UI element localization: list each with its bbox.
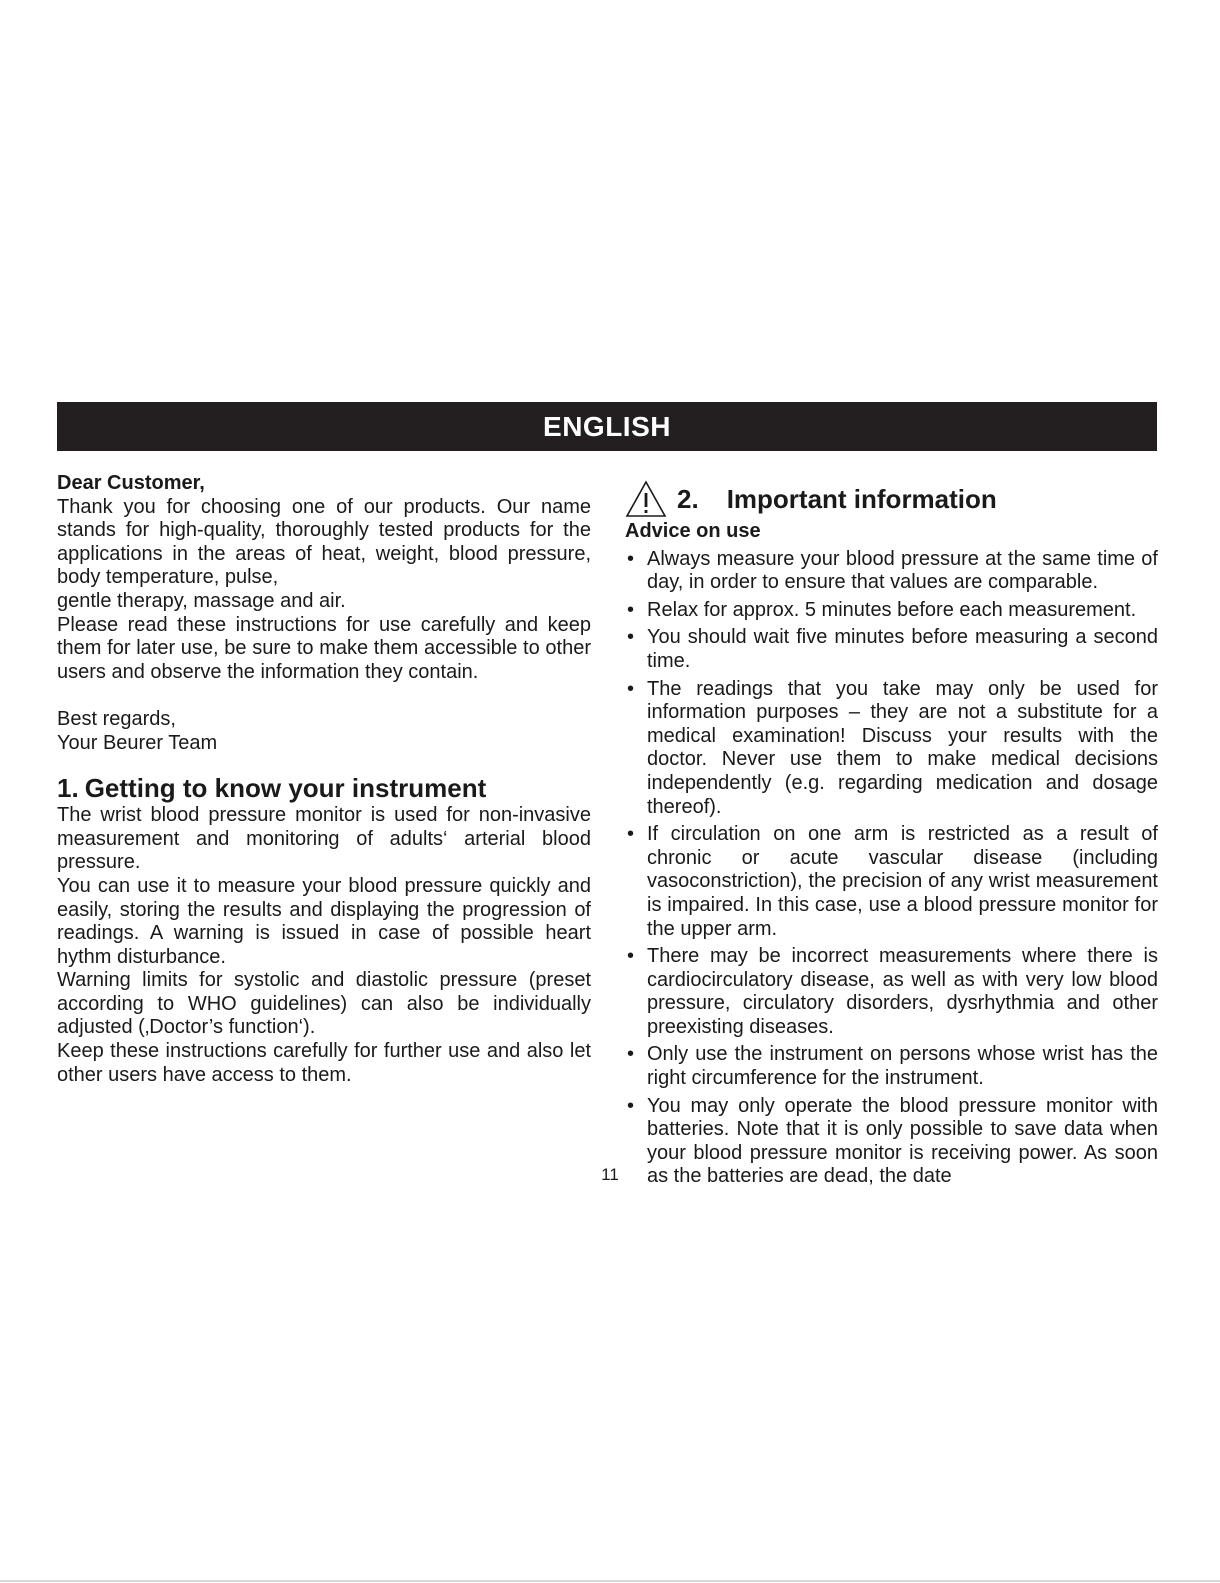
page-number: 11 bbox=[601, 1165, 619, 1184]
section-2-title: Important information bbox=[726, 484, 997, 514]
section-1-number: 1. bbox=[57, 773, 79, 804]
section-1-title: Getting to know your instrument bbox=[84, 773, 487, 804]
sign-off: Best regards, bbox=[57, 707, 176, 730]
section-1-paragraph: The wrist blood pressure monitor is used for non-invasive measurement and monitoring of adults‘ arterial blood pressure. bbox=[57, 804, 591, 874]
team-signature: Your Beurer Team bbox=[57, 731, 218, 754]
greeting: Dear Customer, bbox=[57, 472, 205, 494]
intro-paragraph: gentle therapy, massage and air. bbox=[57, 589, 346, 612]
left-column bbox=[57, 472, 591, 1087]
advice-subheading: Advice on use bbox=[625, 520, 761, 542]
intro-paragraph: Thank you for choosing one of our products. Our name stands for high-quality, thoroughly tested products for the applications in the areas of heat, weight, blood pressure, body temperature, pulse, bbox=[57, 495, 591, 589]
section-1-heading bbox=[57, 773, 591, 803]
list-item: • Always measure your blood pressure at the same time of day, in order to ensure that values are comparable. bbox=[627, 547, 1158, 594]
intro-paragraph: Please read these instructions for use carefully and keep them for later use, be sure to make them accessible to other users and observe the information they contain. bbox=[57, 613, 591, 683]
list-item: • If circulation on one arm is restricted as a result of chronic or acute vascular disease (including vasoconstriction), the precision of any wrist measurement is impaired. In this case, use a blood pressure monitor for the upper arm. bbox=[627, 823, 1158, 940]
section-2-heading bbox=[625, 480, 1158, 518]
list-item: • You should wait five minutes before measuring a second time. bbox=[627, 626, 1158, 672]
right-column bbox=[625, 472, 1158, 1193]
list-item: • The readings that you take may only be used for information purposes – they are not a substitute for a medical examination! Discuss your results with the doctor. Never use them to make medical decisions independently (e.g. regarding medication and dosage thereof). bbox=[627, 677, 1158, 818]
bottom-divider bbox=[0, 1580, 1220, 1582]
warning-triangle-icon bbox=[625, 480, 667, 518]
list-item: • Only use the instrument on persons whose wrist has the right circumference for the instrument. bbox=[627, 1043, 1158, 1090]
banner-title: ENGLISH bbox=[543, 410, 671, 442]
section-2-number: 2. bbox=[677, 484, 699, 514]
section-1-paragraph: Warning limits for systolic and diastolic pressure (preset according to WHO guidelines) can also be individually adjusted (‚Doctor’s function‘). bbox=[57, 969, 591, 1039]
list-item: • There may be incorrect measurements where there is cardiocirculatory disease, as well as with very low blood pressure, circulatory disorders, dysrhythmia and other preexisting diseases. bbox=[627, 945, 1158, 1038]
advice-list bbox=[625, 548, 1158, 1189]
list-item: • Relax for approx. 5 minutes before each measurement. bbox=[627, 598, 1137, 621]
section-1-paragraph: Keep these instructions carefully for further use and also let other users have access to them. bbox=[57, 1040, 591, 1086]
spacer bbox=[57, 684, 591, 708]
language-banner bbox=[57, 402, 1157, 451]
section-1-paragraph: You can use it to measure your blood pressure quickly and easily, storing the results and displaying the progression of readings. A warning is issued in case of possible heart hythm disturbance. bbox=[57, 874, 591, 968]
list-item: • You may only operate the blood pressure monitor with batteries. Note that it is only possible to save data when your blood pressure monitor is receiving power. As soon as the batteries are dead, the date bbox=[627, 1094, 1158, 1188]
